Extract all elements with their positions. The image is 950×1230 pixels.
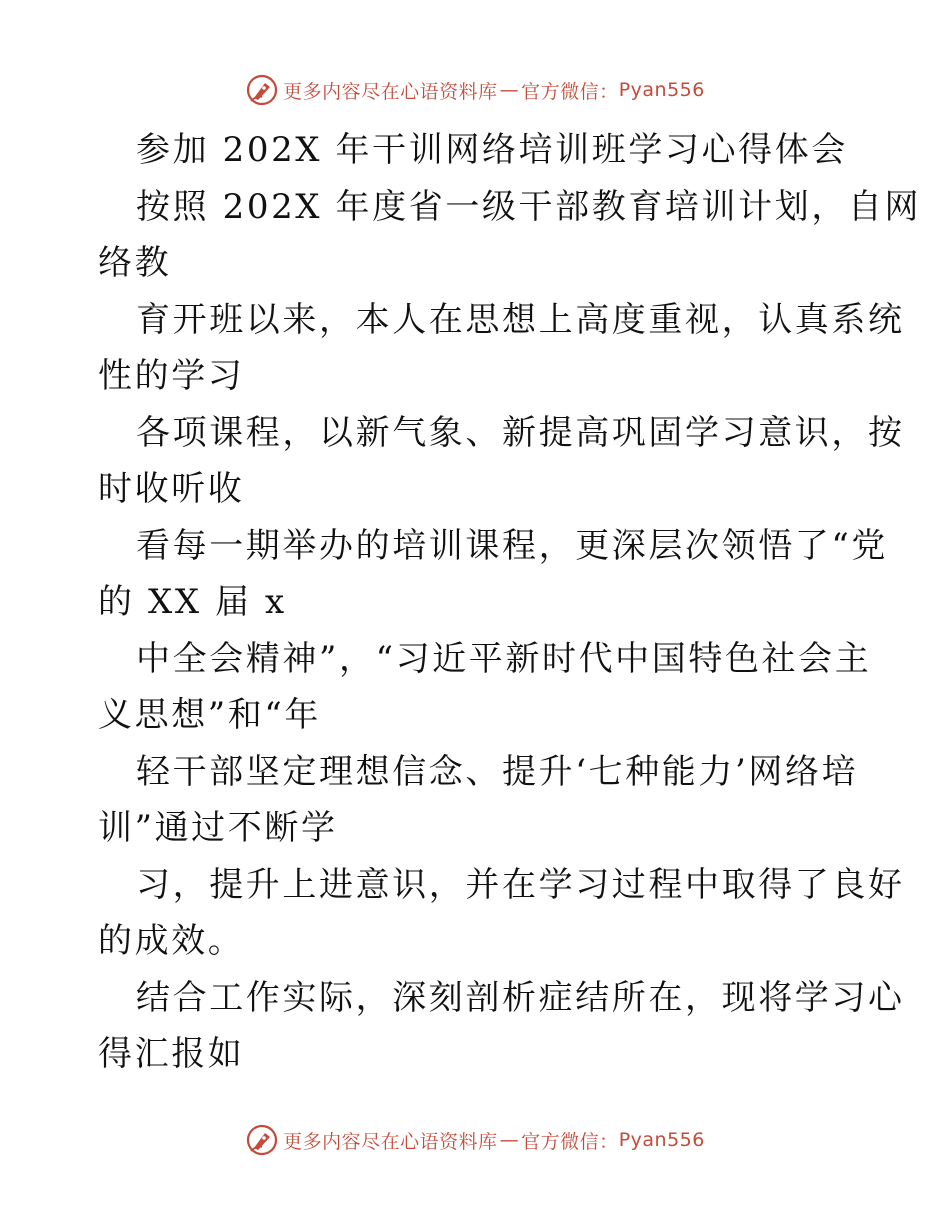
text-line: 看每一期举办的培训课程，更深层次领悟了“党 xyxy=(136,525,888,566)
watermark-wechat-id: Pyan556 xyxy=(618,79,705,101)
watermark-separator: — xyxy=(499,1129,520,1151)
text-line: 轻干部坚定理想信念、提升‘七种能力’网络培 xyxy=(136,751,859,792)
footer-watermark xyxy=(0,1120,950,1160)
text-line: 义思想”和“年 xyxy=(98,695,321,735)
document-title: 参加 202X 年干训网络培训班学习心得体会 xyxy=(136,130,848,170)
document-body xyxy=(98,122,922,1083)
text-line: 性的学习 xyxy=(98,356,245,396)
text-line: 中全会精神”，“习近平新时代中国特色社会主 xyxy=(136,638,872,679)
text-line: 时收听收 xyxy=(98,469,245,509)
text-line: 络教 xyxy=(98,243,172,283)
text-line: 育开班以来，本人在思想上高度重视，认真系统 xyxy=(136,299,905,340)
watermark-wechat-label: 官方微信： xyxy=(521,80,619,103)
text-line: 的成效。 xyxy=(98,921,245,961)
text-line: 得汇报如 xyxy=(98,1034,245,1074)
text-line: 按照 202X 年度省一级干部教育培训计划，自网 xyxy=(136,186,922,227)
text-line: 训”通过不断学 xyxy=(98,808,338,848)
header-watermark xyxy=(0,70,950,110)
watermark-text: 更多内容尽在心语资料库 xyxy=(283,80,498,103)
watermark-separator: — xyxy=(499,79,520,101)
text-line: 各项课程，以新气象、新提高巩固学习意识，按 xyxy=(136,412,905,453)
watermark-wechat-id: Pyan556 xyxy=(618,1129,705,1151)
pen-nib-logo-icon xyxy=(245,1123,279,1157)
text-line: 习，提升上进意识，并在学习过程中取得了良好 xyxy=(136,864,905,905)
watermark-text: 更多内容尽在心语资料库 xyxy=(283,1130,498,1153)
text-line: 结合工作实际，深刻剖析症结所在，现将学习心 xyxy=(136,977,905,1018)
pen-nib-logo-icon xyxy=(245,73,279,107)
text-line: 的 XX 届 x xyxy=(98,582,287,622)
watermark-wechat-label: 官方微信： xyxy=(521,1130,619,1153)
